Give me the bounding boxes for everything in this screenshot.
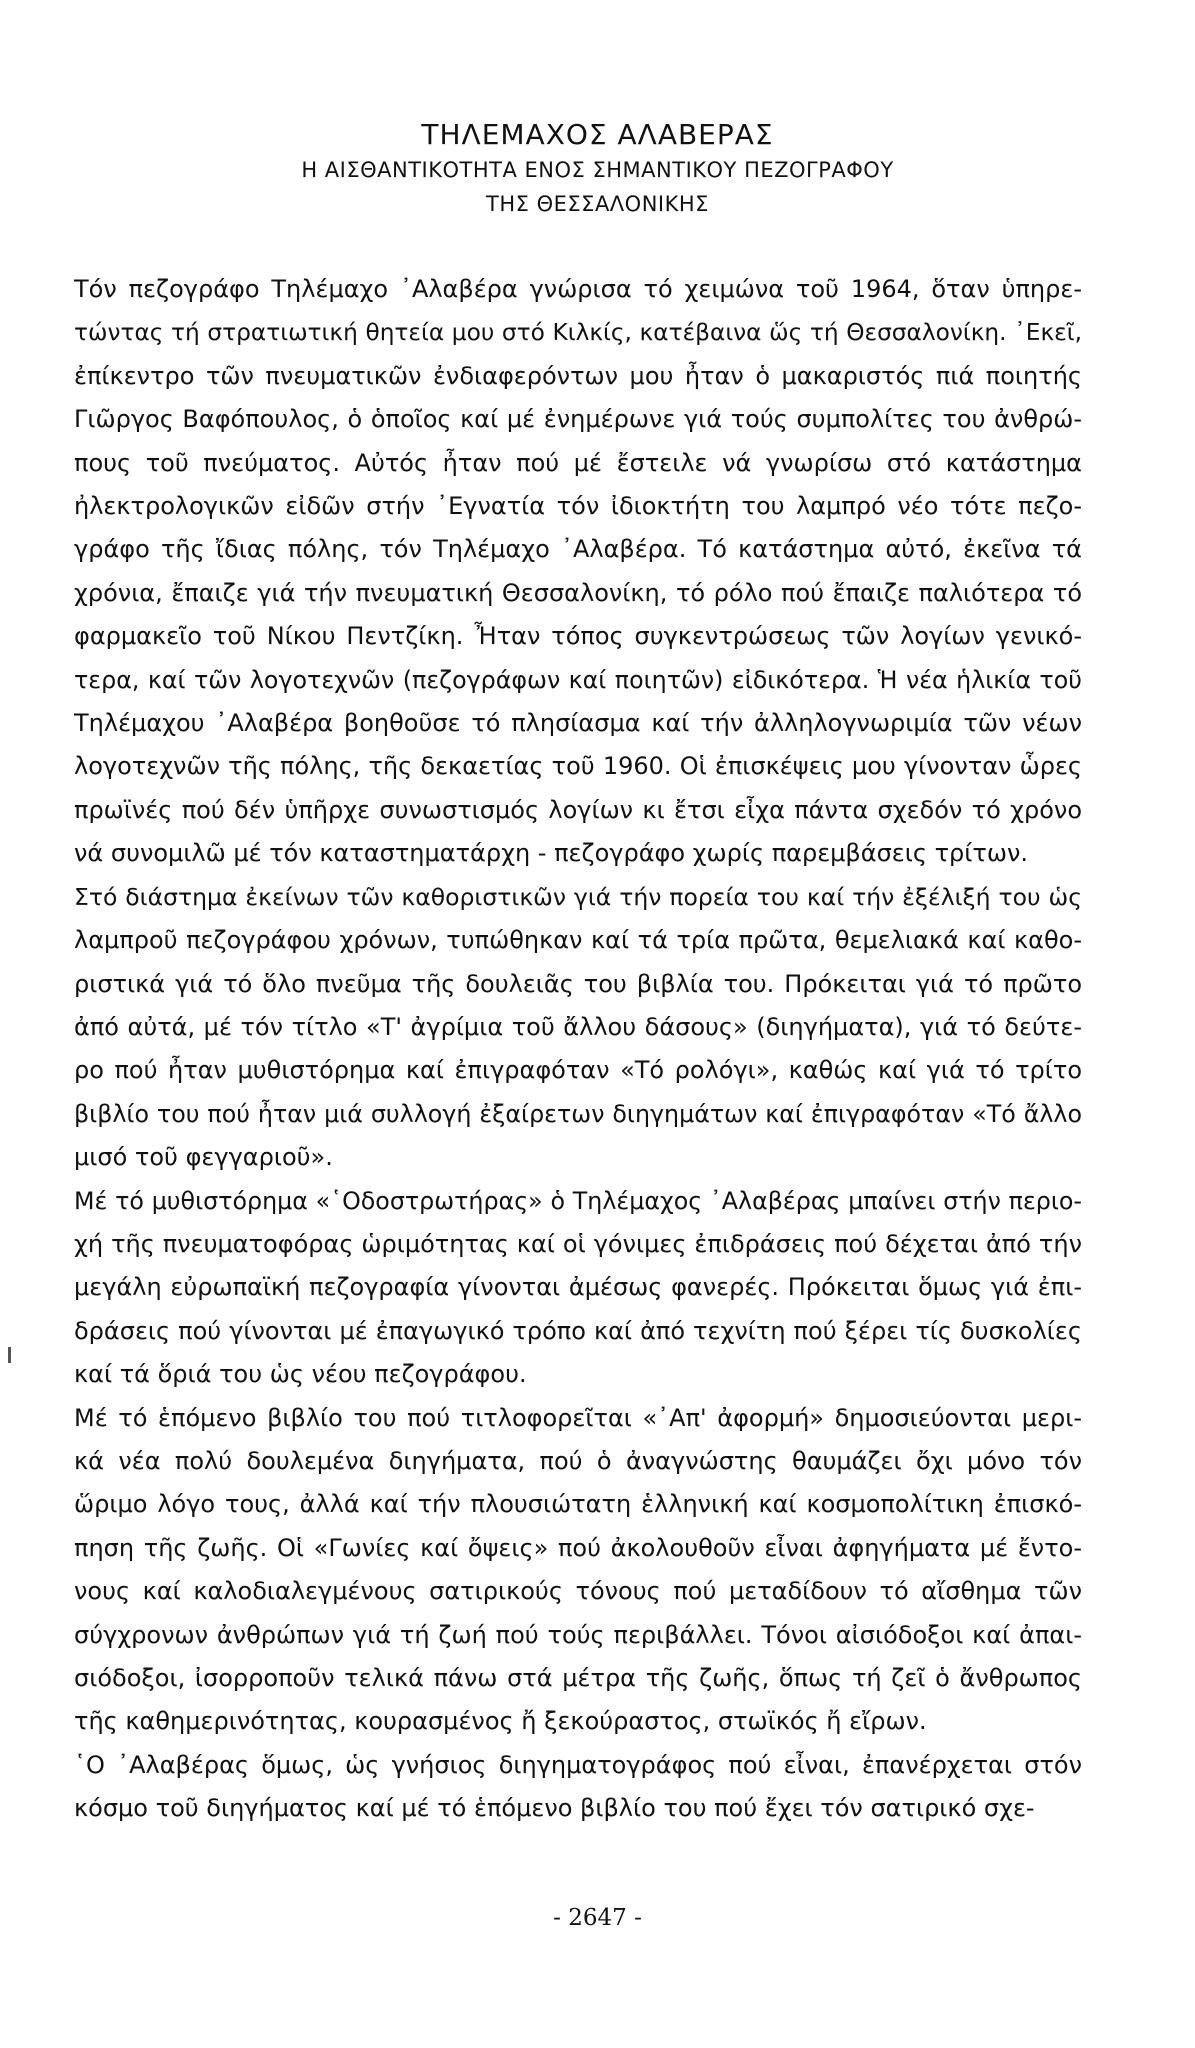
text-line: Μέ τό ἑπόμενο βιβλίο του πού τιτλοφορεῖται «᾿Απ' ἀφορμή» δημοσιεύονται μερι- <box>74 1403 1082 1432</box>
text-line: ἠλεκτρολογικῶν εἰδῶν στήν ᾿Εγνατία τόν ἰδιοκτήτη του λαμπρό νέο τότε πεζο- <box>74 492 1082 521</box>
text-line: Τόν πεζογράφο Τηλέμαχο ᾿Αλαβέρα γνώρισα τό χειμώνα τοῦ 1964, ὅταν ὑπηρε- <box>74 275 1082 303</box>
text-line: χρόνια, ἔπαιζε γιά τήν πνευματική Θεσσαλονίκη, τό ρόλο πού ἔπαιζε παλιότερα τό <box>74 578 1082 607</box>
text-line: γράφο τῆς ἴδιας πόλης, τόν Τηλέμαχο ᾿Αλαβέρα. Τό κατάστημα αὐτό, ἐκεῖνα τά <box>74 535 1082 564</box>
text-line: πους τοῦ πνεύματος. Αὐτός ἦταν πού μέ ἔστειλε νά γνωρίσω στό κατάστημα <box>74 448 1082 477</box>
paragraph <box>74 1397 1082 1744</box>
text-line: φαρμακεῖο τοῦ Νίκου Πεντζίκη. Ἦταν τόπος συγκεντρώσεως τῶν λογίων γενικό- <box>74 622 1082 651</box>
text-line: δράσεις πού γίνονται μέ ἐπαγωγικό τρόπο καί ἀπό τεχνίτη πού ξέρει τίς δυσκολίες <box>74 1316 1082 1345</box>
text-line: λογοτεχνῶν τῆς πόλης, τῆς δεκαετίας τοῦ 1960. Οἱ ἐπισκέψεις μου γίνονταν ὧρες <box>74 752 1082 781</box>
margin-mark <box>8 1347 11 1363</box>
article-author-title: ΤΗΛΕΜΑΧΟΣ ΑΛΑΒΕΡΑΣ <box>421 118 774 151</box>
text-line: Στό διάστημα ἐκείνων τῶν καθοριστικῶν γιά τήν πορεία του καί τήν ἐξέλιξή του ὡς <box>74 882 1082 911</box>
text-line: ἀπό αὐτά, μέ τόν τίτλο «Τ' ἀγρίμια τοῦ ἄλλου δάσους» (διηγήματα), γιά τό δεύτε- <box>74 1012 1082 1041</box>
text-line: τῆς καθημερινότητας, κουρασμένος ἤ ξεκούραστος, στωϊκός ἤ εἴρων. <box>74 1707 927 1736</box>
text-line: χή τῆς πνευματοφόρας ὡριμότητας καί οἱ γόνιμες ἐπιδράσεις πού δέχεται ἀπό τήν <box>74 1229 1082 1258</box>
text-line: Γιῶργος Βαφόπουλος, ὁ ὁποῖος καί μέ ἐνημέρωνε γιά τούς συμπολίτες του ἀνθρώ- <box>74 405 1082 434</box>
text-line: ῾Ο ᾿Αλαβέρας ὅμως, ὡς γνήσιος διηγηματογράφος πού εἶναι, ἐπανέρχεται στόν <box>74 1750 1082 1779</box>
text-line: λαμπροῦ πεζογράφου χρόνων, τυπώθηκαν καί τά τρία πρῶτα, θεμελιακά καί καθο- <box>74 926 1082 955</box>
text-line: σύγχρονων ἀνθρώπων γιά τή ζωή πού τούς περιβάλλει. Τόνοι αἰσιόδοξοι καί ἀπαι- <box>74 1620 1082 1649</box>
paragraph <box>74 1180 1082 1397</box>
text-line: μισό τοῦ φεγγαριοῦ». <box>74 1143 333 1172</box>
text-line: ἐπίκεντρο τῶν πνευματικῶν ἐνδιαφερόντων μου ἦταν ὁ μακαριστός πιά ποιητής <box>74 361 1082 390</box>
text-line: νους καί καλοδιαλεγμένους σατιρικούς τόνους πού μεταδίδουν τό αἴσθημα τῶν <box>74 1577 1082 1606</box>
paragraph <box>74 876 1082 1180</box>
text-line: πηση τῆς ζωῆς. Οἱ «Γωνίες καί ὄψεις» πού ἀκολουθοῦν εἶναι ἀφηγήματα μέ ἔντο- <box>74 1533 1082 1562</box>
text-line: πρωϊνές πού δέν ὑπῆρχε συνωστισμός λογίων κι ἔτσι εἶχα πάντα σχεδόν τό χρόνο <box>74 795 1082 824</box>
text-line: ρο πού ἦταν μυθιστόρημα καί ἐπιγραφόταν «Τό ρολόγι», καθώς καί γιά τό τρίτο <box>74 1056 1082 1085</box>
article-subtitle-line-1: Η ΑΙΣΘΑΝΤΙΚΟΤΗΤΑ ΕΝΟΣ ΣΗΜΑΝΤΙΚΟΥ ΠΕΖΟΓΡΑΦΟΥ <box>301 158 894 182</box>
text-line: μεγάλη εὐρωπαϊκή πεζογραφία γίνονται ἀμέσως φανερές. Πρόκειται ὅμως γιά ἐπι- <box>74 1273 1082 1302</box>
text-line: τώντας τή στρατιωτική θητεία μου στό Κιλκίς, κατέβαινα ὥς τή Θεσσαλονίκη. ᾿Εκεῖ, <box>74 319 1082 347</box>
text-line: σιόδοξοι, ἰσορροποῦν τελικά πάνω στά μέτρα τῆς ζωῆς, ὅπως τή ζεῖ ὁ ἄνθρωπος <box>74 1664 1082 1692</box>
text-line: βιβλίο του πού ἦταν μιά συλλογή ἐξαίρετων διηγημάτων καί ἐπιγραφόταν «Τό ἄλλο <box>74 1099 1082 1128</box>
article-subtitle-line-2: ΤΗΣ ΘΕΣΣΑΛΟΝΙΚΗΣ <box>486 192 709 216</box>
paragraph <box>74 268 1082 876</box>
text-line: νά συνομιλῶ μέ τόν καταστηματάρχη - πεζογράφο χωρίς παρεμβάσεις τρίτων. <box>74 839 1028 868</box>
text-line: τερα, καί τῶν λογοτεχνῶν (πεζογράφων καί ποιητῶν) εἰδικότερα. Ἡ νέα ἡλικία τοῦ <box>74 665 1082 694</box>
text-line: καί τά ὅριά του ὡς νέου πεζογράφου. <box>74 1360 527 1389</box>
text-line: κά νέα πολύ δουλεμένα διηγήματα, πού ὁ ἀναγνώστης θαυμάζει ὄχι μόνο τόν <box>74 1446 1082 1475</box>
text-line: Μέ τό μυθιστόρημα «῾Οδοστρωτήρας» ὁ Τηλέμαχος ᾿Αλαβέρας μπαίνει στήν περιο- <box>74 1186 1082 1215</box>
paragraph <box>74 1744 1082 1831</box>
text-line: ὥριμο λόγο τους, ἀλλά καί τήν πλουσιώτατη ἑλληνική καί κοσμοπολίτικη ἐπισκό- <box>74 1490 1082 1519</box>
article-body <box>74 268 1082 1831</box>
text-line: Τηλέμαχου ᾿Αλαβέρα βοηθοῦσε τό πλησίασμα καί τήν ἀλληλογνωριμία τῶν νέων <box>74 709 1082 738</box>
page-number: - 2647 - <box>553 1905 642 1931</box>
text-line: ριστικά γιά τό ὅλο πνεῦμα τῆς δουλειᾶς του βιβλία του. Πρόκειται γιά τό πρῶτο <box>74 969 1082 998</box>
text-line: κόσμο τοῦ διηγήματος καί μέ τό ἑπόμενο βιβλίο του πού ἔχει τόν σατιρικό σχε- <box>74 1794 1035 1823</box>
